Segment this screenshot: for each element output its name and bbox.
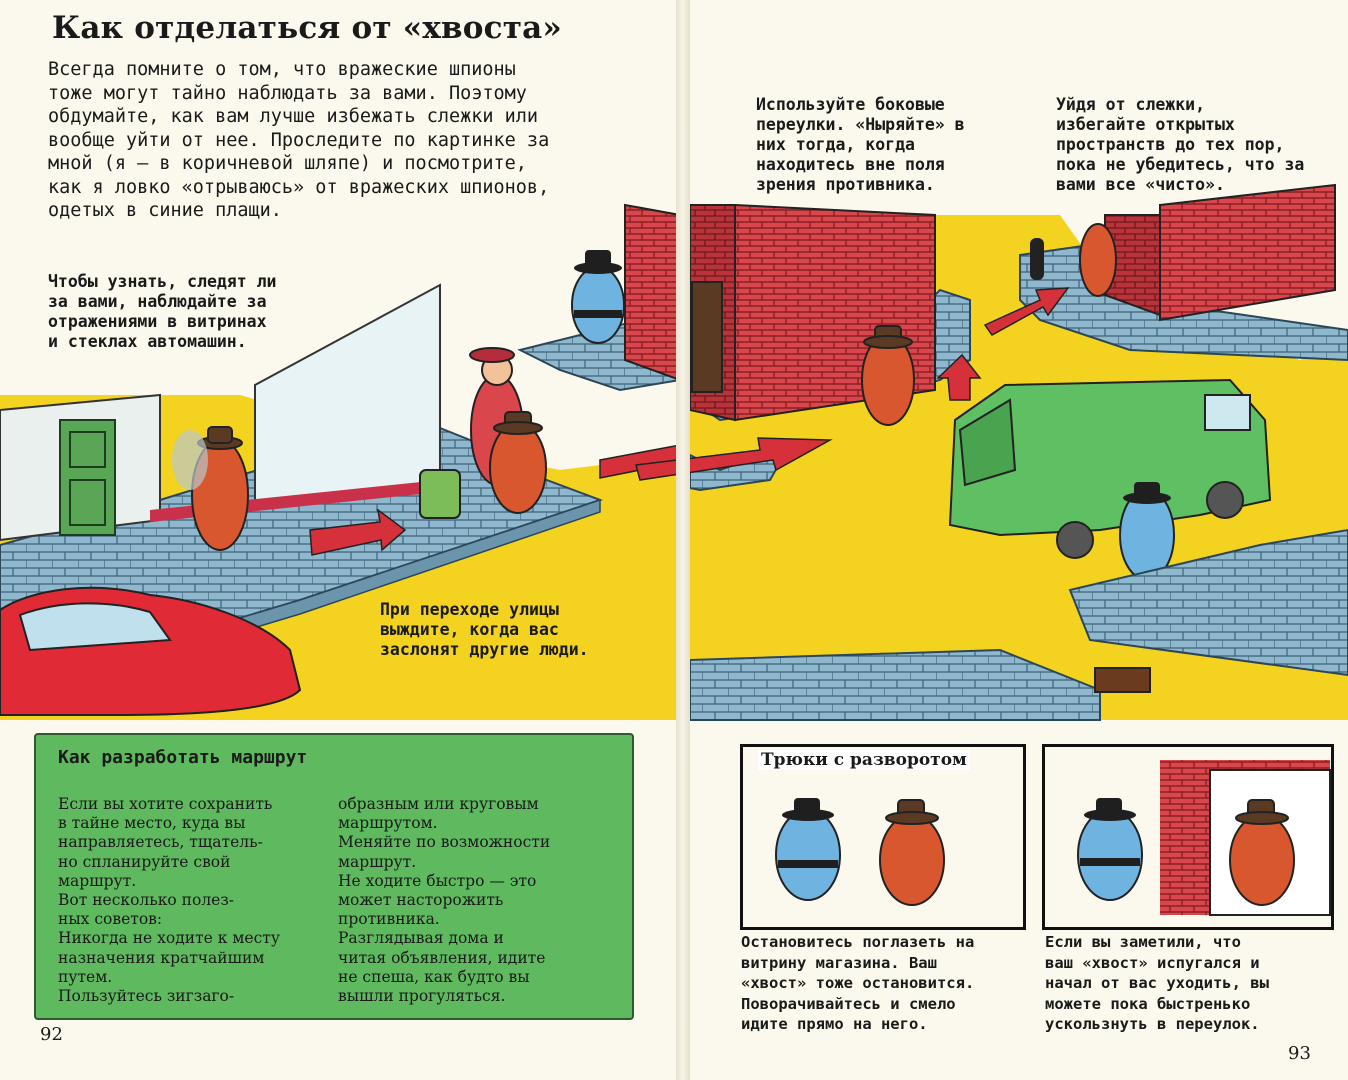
intro-line: тоже могут тайно наблюдать за вами. Поэтому xyxy=(48,82,527,104)
caption-open-spaces xyxy=(1056,95,1304,195)
caption-line: вами все «чисто». xyxy=(1056,175,1225,194)
caption-line: начал от вас уходить, вы xyxy=(1045,974,1269,992)
caption-line: за вами, наблюдайте за xyxy=(48,292,267,311)
route-line: читая объявления, идите xyxy=(338,948,546,967)
caption-line: При переходе улицы xyxy=(380,600,559,619)
caption-line: Уйдя от слежки, xyxy=(1056,95,1206,114)
caption-line: пока не убедитесь, что за xyxy=(1056,155,1305,174)
caption-line: переулки. «Ныряйте» в xyxy=(756,115,965,134)
route-line: назначения кратчайшим xyxy=(58,948,265,967)
intro-text xyxy=(48,58,678,223)
comic-panel-1 xyxy=(740,744,1026,930)
caption-side-streets xyxy=(756,95,965,195)
route-line: маршрутом. xyxy=(338,814,438,833)
caption-line: отражениями в витринах xyxy=(48,312,267,331)
caption-line: витрину магазина. Ваш xyxy=(741,953,937,972)
page-number-left: 92 xyxy=(40,1024,63,1045)
route-line: Если вы хотите сохранить xyxy=(58,795,273,813)
route-line: Разглядывая дома и xyxy=(338,929,504,948)
caption-line: ускользнуть в переулок. xyxy=(1045,1015,1260,1033)
caption-line: них тогда, когда xyxy=(756,135,915,154)
caption-line: избегайте открытых xyxy=(1056,115,1235,134)
caption-line: ваш «хвост» испугался и xyxy=(1045,953,1260,972)
route-box-column-1 xyxy=(58,795,330,1006)
route-line: Никогда не ходите к месту xyxy=(58,929,280,948)
route-line: не спеша, как будто вы xyxy=(338,967,530,986)
intro-line: вообще уйти от нее. Проследите по картинке за xyxy=(48,129,550,151)
route-line: Пользуйтесь зигзаго- xyxy=(58,987,235,1006)
route-line: путем. xyxy=(58,967,113,986)
route-box-column-2 xyxy=(338,795,610,1006)
page-number-right: 93 xyxy=(1288,1043,1311,1064)
route-line: в тайне место, куда вы xyxy=(58,814,246,833)
route-line: образным или круговым xyxy=(338,795,539,813)
route-line: вышли прогуляться. xyxy=(338,987,506,1006)
caption-line: пространств до тех пор, xyxy=(1056,135,1285,154)
caption-reflections xyxy=(48,272,276,352)
intro-line: обдумайте, как вам лучше избежать слежки или xyxy=(48,106,539,127)
comic-caption-1 xyxy=(741,932,974,1035)
comic-panel-2 xyxy=(1042,744,1334,930)
caption-line: идите прямо на него. xyxy=(741,1015,928,1033)
intro-line: одетых в синие плащи. xyxy=(48,200,282,221)
route-line: маршрут. xyxy=(58,871,137,890)
caption-line: Используйте боковые xyxy=(756,95,945,114)
caption-line: Чтобы узнать, следят ли xyxy=(48,272,277,291)
intro-line: Всегда помните о том, что вражеские шпионы xyxy=(48,59,516,80)
route-line: противника. xyxy=(338,910,440,929)
caption-line: Если вы заметили, что xyxy=(1045,933,1241,951)
route-planning-box xyxy=(34,733,634,1020)
caption-line: «хвост» тоже остановится. xyxy=(741,974,975,992)
caption-line: и стеклах автомашин. xyxy=(48,332,247,351)
route-line: может насторожить xyxy=(338,891,504,910)
caption-line: заслонят другие люди. xyxy=(380,640,589,659)
caption-line: можете пока быстренько xyxy=(1045,994,1251,1013)
route-box-title: Как разработать маршрут xyxy=(58,747,308,768)
caption-crossing xyxy=(380,600,589,660)
caption-line: зрения противника. xyxy=(756,175,935,194)
route-line: маршрут. xyxy=(338,852,417,871)
page-title: Как отделаться от «хвоста» xyxy=(52,10,562,46)
route-line: Не ходите быстро — это xyxy=(338,871,537,890)
caption-line: Остановитесь поглазеть на xyxy=(741,933,975,951)
comic-caption-2 xyxy=(1045,932,1269,1035)
route-line: направляетесь, тщатель- xyxy=(58,833,263,852)
caption-line: выждите, когда вас xyxy=(380,620,559,639)
turn-tricks-title: Трюки с разворотом xyxy=(758,750,970,770)
intro-line: как я ловко «отрываюсь» от вражеских шпионов, xyxy=(48,176,550,198)
route-line: ных советов: xyxy=(58,910,163,929)
caption-line: Поворачивайтесь и смело xyxy=(741,994,956,1013)
route-line: но спланируйте свой xyxy=(58,852,231,871)
route-line: Вот несколько полез- xyxy=(58,891,235,910)
intro-line: мной (я — в коричневой шляпе) и посмотрите, xyxy=(48,153,527,174)
caption-line: находитесь вне поля xyxy=(756,155,945,174)
route-line: Меняйте по возможности xyxy=(338,833,551,852)
book-gutter xyxy=(676,0,690,1080)
